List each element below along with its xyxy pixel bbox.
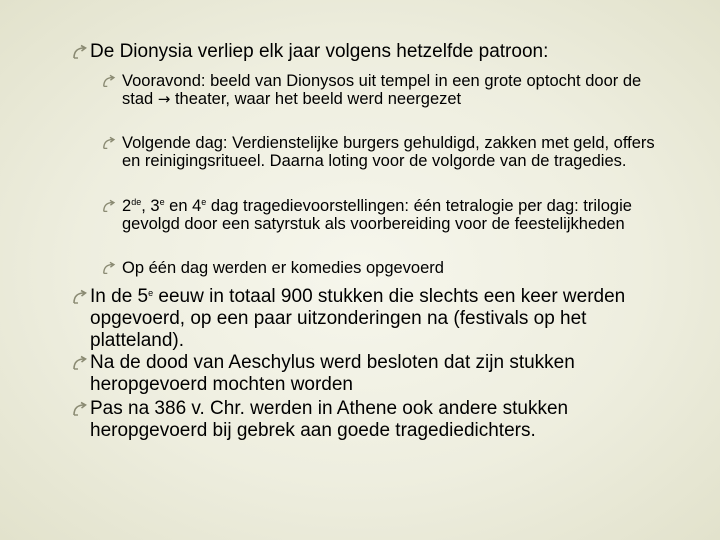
bullet-item-5e-eeuw	[72, 286, 672, 352]
sub-item-text: Volgende dag: Verdienstelijke burgers gehuldigd, zakken met geld, offers en reinigingsritueel. Daarna loting voor de volgorde van de tragedies.	[122, 134, 655, 170]
sub-item-vooravond	[102, 73, 662, 108]
sub-item-tragedies	[102, 198, 662, 233]
bullet-text: Pas na 386 v. Chr. werden in Athene ook andere stukken heropgevoerd bij gebrek aan goede tragediedichters.	[90, 398, 569, 441]
superscript: de	[131, 197, 142, 207]
sub-item-text	[122, 73, 662, 108]
text-part: theater, waar het beeld werd neergezet	[174, 89, 462, 108]
text-part: eeuw in totaal 900 stukken die slechts een keer werden opgevoerd, op een paar uitzonderingen na (festivals op het platteland).	[90, 286, 626, 351]
bullet-item-386-v-chr	[72, 398, 672, 442]
sub-item-text	[122, 198, 662, 233]
curved-arrow-bullet-icon	[102, 261, 117, 276]
bullet-text: Na de dood van Aeschylus werd besloten dat zijn stukken heropgevoerd mochten worden	[90, 352, 575, 395]
text-part: , 3	[141, 197, 160, 215]
curved-arrow-bullet-icon	[72, 401, 89, 418]
curved-arrow-bullet-icon	[72, 355, 89, 372]
bullet-text	[90, 286, 672, 352]
sub-item-komedies	[102, 260, 662, 278]
text-part: Vooravond: beeld van Dionysos uit tempel in een grote optocht door de stad	[122, 72, 642, 108]
text-part: In de 5	[90, 286, 149, 307]
text-part: dag tragedievoorstellingen: één tetralogie per dag: trilogie gevolgd door een satyrstuk als voorbereiding voor de feestelijkheden	[122, 197, 632, 233]
sub-item-text: Op één dag werden er komedies opgevoerd	[122, 259, 444, 277]
bullet-item-dionysia	[72, 41, 672, 63]
superscript: e	[201, 197, 207, 207]
right-arrow-icon: →	[157, 89, 171, 108]
curved-arrow-bullet-icon	[102, 199, 117, 214]
curved-arrow-bullet-icon	[102, 136, 117, 151]
text-part: 2	[122, 197, 132, 215]
bullet-text: De Dionysia verliep elk jaar volgens hetzelfde patroon:	[90, 41, 549, 62]
text-part: en 4	[164, 197, 202, 215]
superscript: e	[148, 288, 154, 298]
curved-arrow-bullet-icon	[72, 289, 89, 306]
curved-arrow-bullet-icon	[72, 44, 89, 61]
superscript: e	[159, 197, 165, 207]
sub-item-volgende-dag	[102, 135, 662, 170]
curved-arrow-bullet-icon	[102, 74, 117, 89]
bullet-item-aeschylus	[72, 352, 672, 396]
